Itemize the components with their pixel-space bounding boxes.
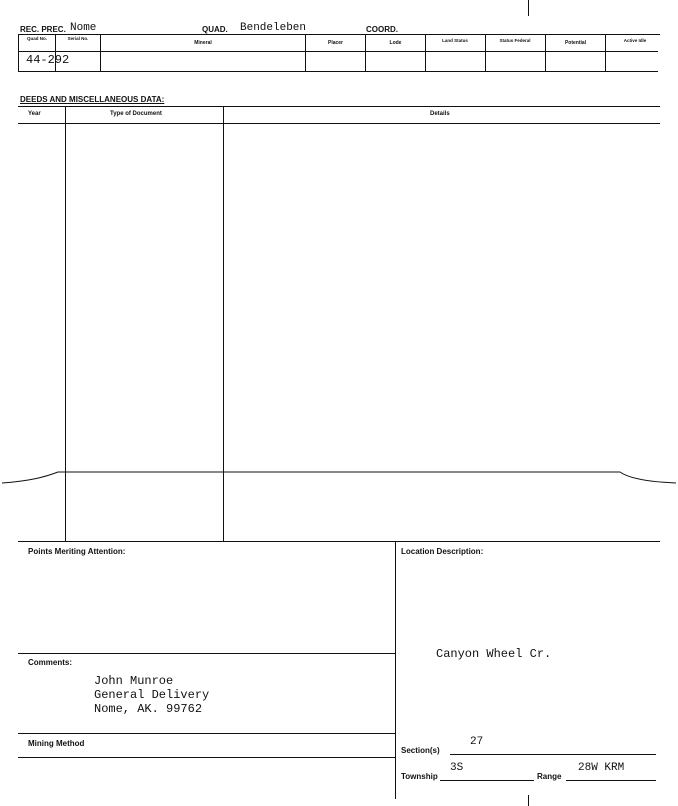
- range-label: Range: [537, 772, 562, 781]
- deeds-top-rule: [18, 106, 660, 107]
- comments-rule: [18, 653, 396, 654]
- comments-line-2: General Delivery: [94, 688, 210, 702]
- bottom-tick-mark: [528, 795, 529, 806]
- section-value: 27: [470, 736, 484, 748]
- mining-method-bottom-rule: [18, 757, 396, 758]
- rec-prec-value: Nome: [70, 22, 97, 34]
- header-underline: [18, 34, 660, 35]
- section-label: Section(s): [401, 746, 440, 755]
- township-label: Township: [401, 772, 438, 781]
- deeds-header-rule: [18, 123, 660, 124]
- col-potential: Potential: [564, 40, 587, 46]
- coord-label: COORD.: [366, 25, 398, 34]
- quad-value: Bendeleben: [240, 22, 307, 34]
- quad-serial-value: 44-292: [26, 53, 70, 67]
- col-placer: Placer: [327, 40, 343, 46]
- mining-method-label: Mining Method: [28, 739, 85, 748]
- col-active-idle: Active Idle: [623, 38, 647, 43]
- comments-line-3: Nome, AK. 99762: [94, 702, 203, 716]
- col-land-status: Land Status: [442, 38, 468, 43]
- deeds-title: DEEDS AND MISCELLANEOUS DATA:: [20, 95, 165, 104]
- mining-method-rule: [18, 733, 396, 734]
- col-lode: Lode: [389, 40, 402, 46]
- township-underline: [440, 780, 534, 781]
- quad-label: QUAD.: [202, 25, 228, 34]
- township-value: 3S: [450, 762, 464, 774]
- comments-line-1: John Munroe: [94, 674, 174, 688]
- deeds-bottom-rule: [18, 541, 660, 542]
- col-status-federal: Status Federal: [499, 38, 531, 43]
- points-label: Points Meriting Attention:: [28, 547, 126, 556]
- comments-label: Comments:: [28, 658, 73, 667]
- lower-center-divider: [395, 541, 396, 799]
- deeds-col-type: Type of Document: [110, 111, 162, 117]
- location-value: Canyon Wheel Cr.: [436, 647, 552, 661]
- range-value: 28W KRM: [578, 762, 625, 774]
- top-tick-mark: [528, 0, 529, 16]
- fold-line: [0, 455, 678, 495]
- range-underline: [566, 780, 656, 781]
- deeds-col-year: Year: [28, 111, 41, 117]
- col-serial-no: Serial No.: [67, 36, 89, 41]
- deeds-col-details: Details: [430, 111, 450, 117]
- col-mineral: Mineral: [194, 40, 212, 46]
- col-quad-no: Quad No.: [27, 36, 47, 41]
- location-label: Location Description:: [401, 547, 484, 556]
- rec-prec-label: REC. PREC.: [20, 25, 66, 34]
- section-underline: [450, 754, 656, 755]
